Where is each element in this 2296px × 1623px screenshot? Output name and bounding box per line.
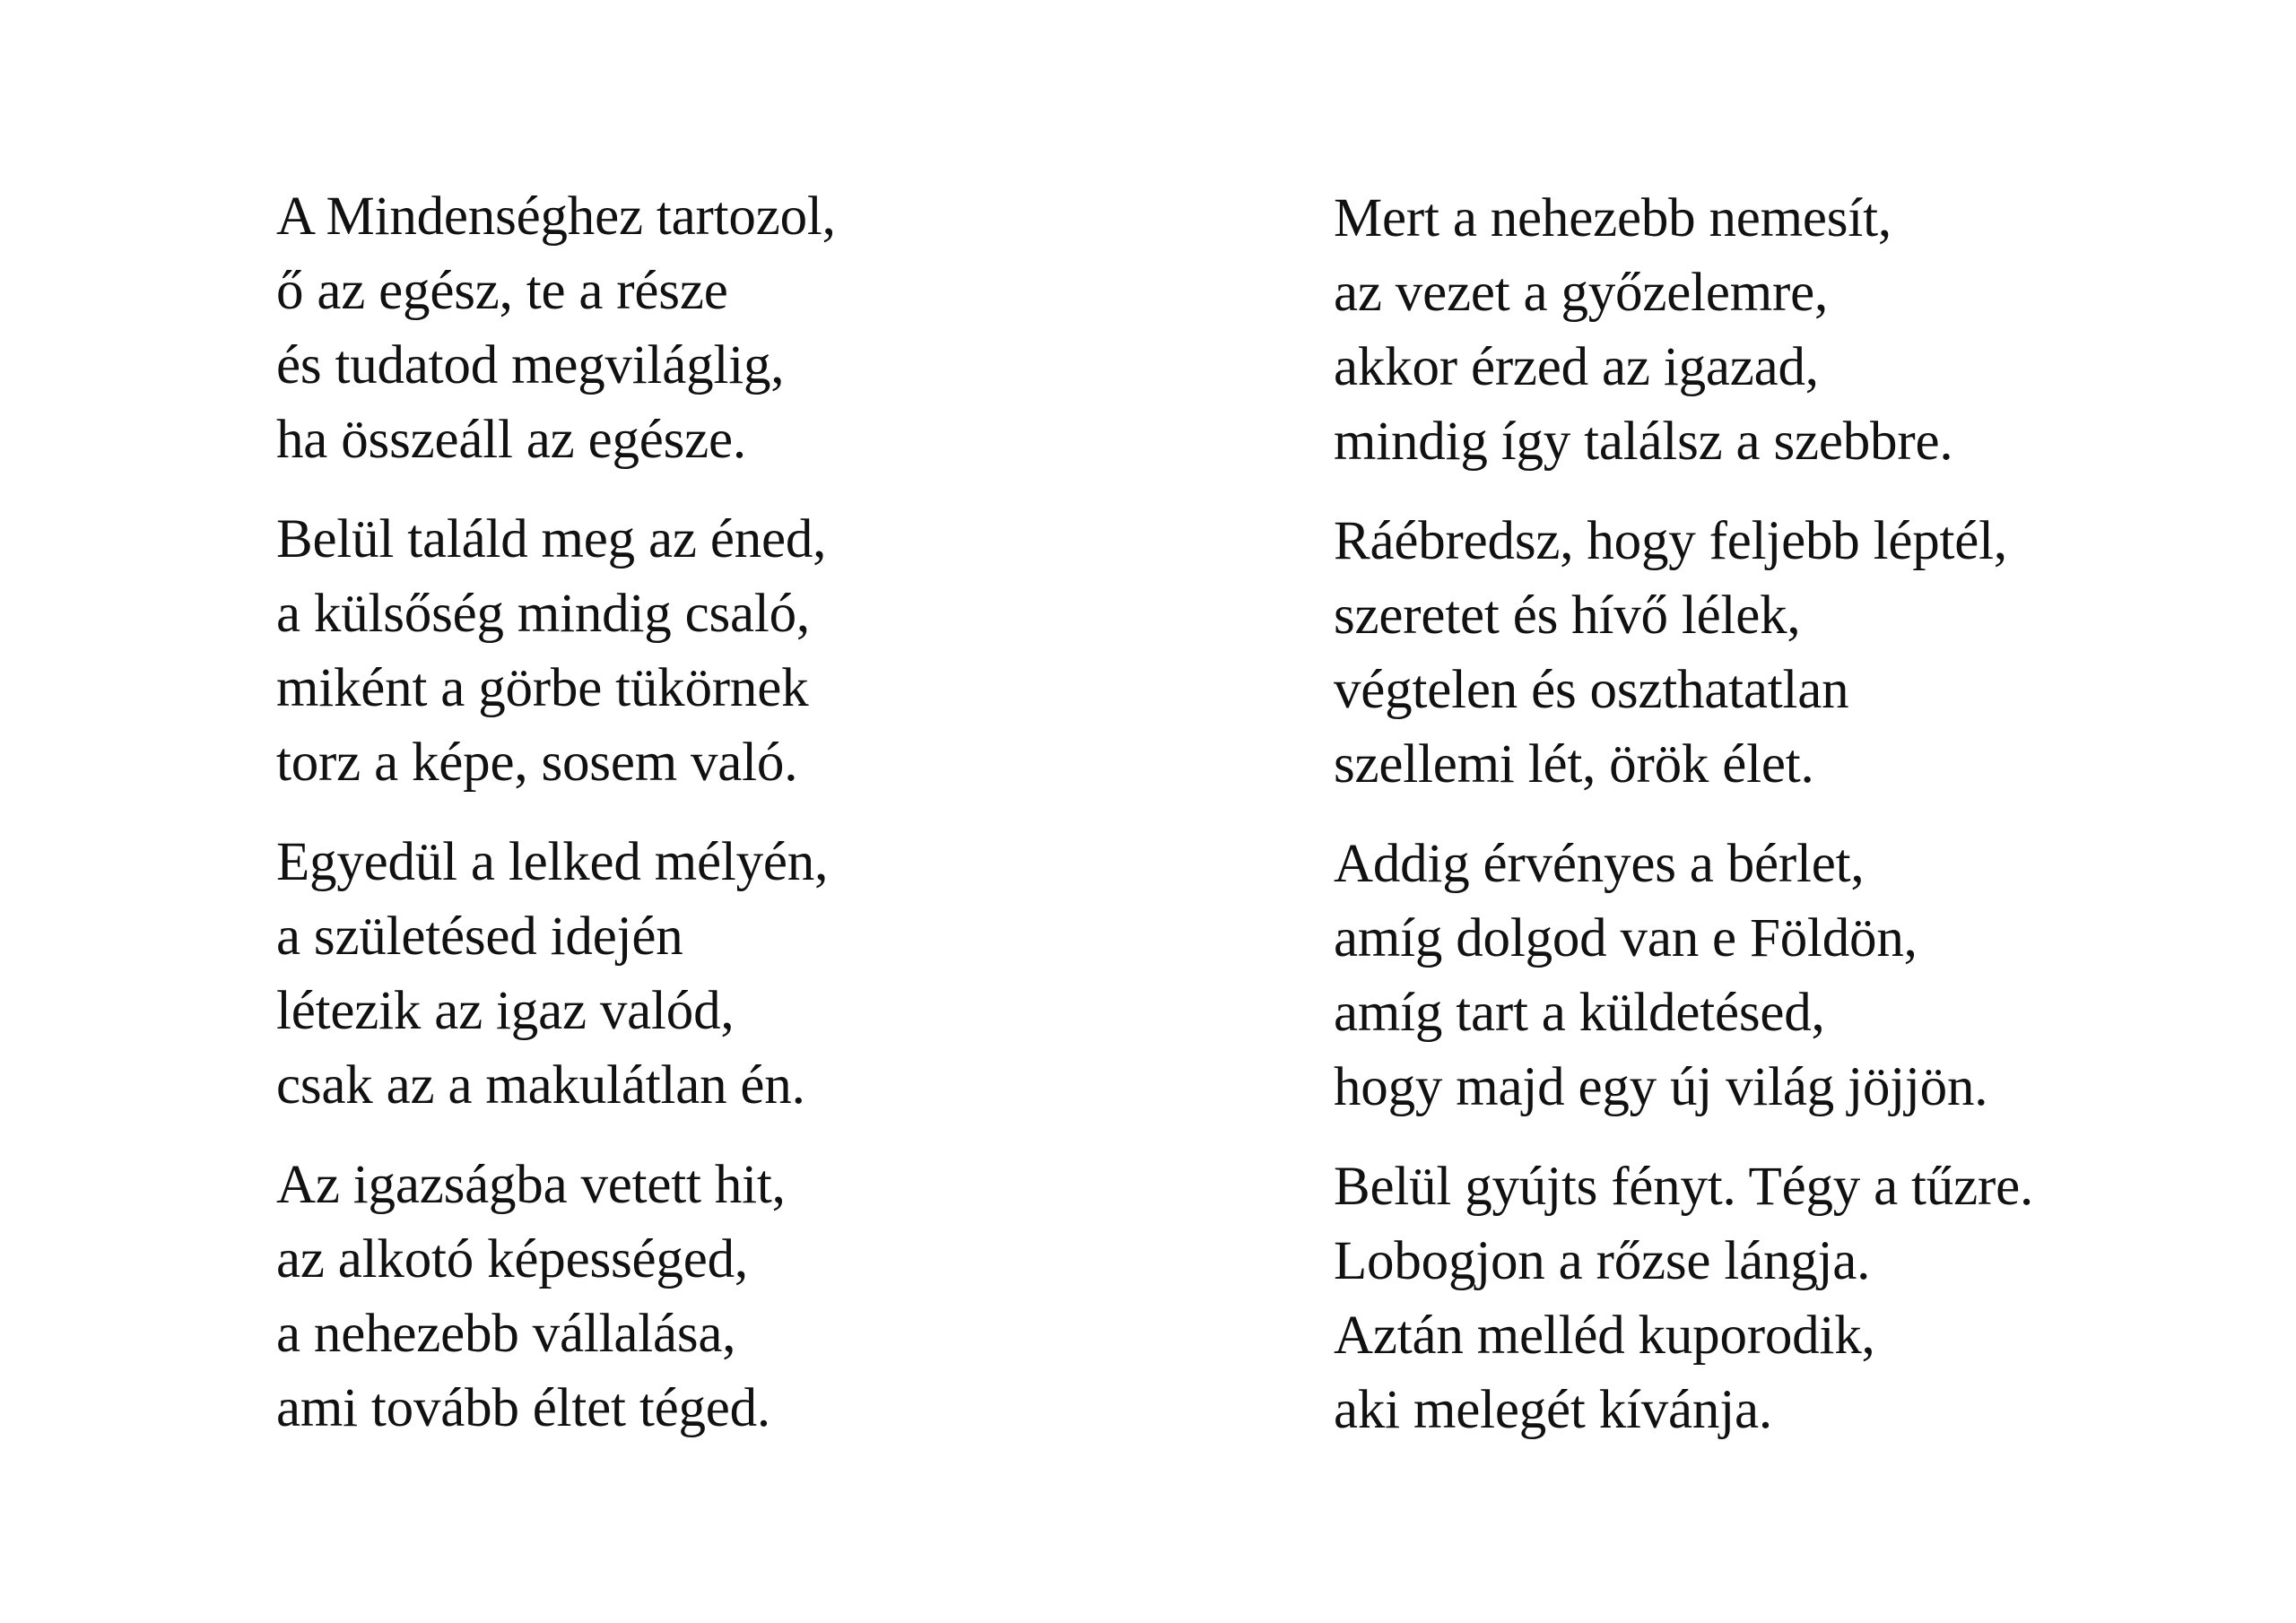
stanza: [276, 1148, 786, 1445]
poem-line: Lobogjon a rőzse lángja.: [1334, 1231, 1871, 1291]
stanza: [276, 179, 836, 477]
stanza: [1334, 504, 2007, 802]
stanza: [276, 825, 828, 1123]
poem-line: ha összeáll az egésze.: [276, 410, 746, 470]
poem-line: Belül gyújts fényt. Tégy a tűzre.: [1334, 1157, 2033, 1217]
poem-line: Addig érvényes a bérlet,: [1334, 834, 1865, 894]
poem-line: végtelen és oszthatatlan: [1334, 660, 1849, 720]
poem-line: a külsőség mindig csaló,: [276, 584, 810, 644]
poem-line: Az igazságba vetett hit,: [276, 1155, 786, 1215]
poem-line: az alkotó képességed,: [276, 1229, 748, 1289]
poem-line: ő az egész, te a része: [276, 261, 728, 321]
poem-line: Egyedül a lelked mélyén,: [276, 832, 829, 892]
stanza: [276, 502, 826, 800]
poem-line: Mert a nehezebb nemesít,: [1334, 188, 1892, 248]
poem-line: szellemi lét, örök élet.: [1334, 734, 1814, 794]
stanza: [1334, 827, 1987, 1124]
poem-line: létezik az igaz valód,: [276, 981, 735, 1041]
poem-line: akkor érzed az igazad,: [1334, 337, 1819, 397]
poem-line: az vezet a győzelemre,: [1334, 263, 1829, 323]
poem-line: A Mindenséghez tartozol,: [276, 187, 836, 247]
poem-line: miként a görbe tükörnek: [276, 658, 809, 718]
poem-line: mindig így találsz a szebbre.: [1334, 412, 1953, 472]
poem-line: aki melegét kívánja.: [1334, 1380, 1772, 1440]
poem-line: szeretet és hívő lélek,: [1334, 586, 1801, 646]
poem-line: a nehezebb vállalása,: [276, 1304, 736, 1364]
poem-line: Ráébredsz, hogy feljebb léptél,: [1334, 511, 2007, 571]
poem-line: hogy majd egy új világ jöjjön.: [1334, 1057, 1988, 1117]
stanza: [1334, 1150, 2033, 1447]
poem-line: Aztán melléd kuporodik,: [1334, 1306, 1875, 1366]
poem-line: Belül találd meg az éned,: [276, 509, 827, 569]
poem-line: ami tovább éltet téged.: [276, 1378, 770, 1438]
poem-line: torz a képe, sosem való.: [276, 733, 798, 793]
poem-line: csak az a makulátlan én.: [276, 1055, 805, 1115]
poem-line: a születésed idején: [276, 907, 683, 967]
poem-line: és tudatod megviláglig,: [276, 335, 785, 395]
stanza: [1334, 181, 1952, 479]
poem-line: amíg dolgod van e Földön,: [1334, 908, 1918, 968]
poem-line: amíg tart a küldetésed,: [1334, 983, 1825, 1043]
